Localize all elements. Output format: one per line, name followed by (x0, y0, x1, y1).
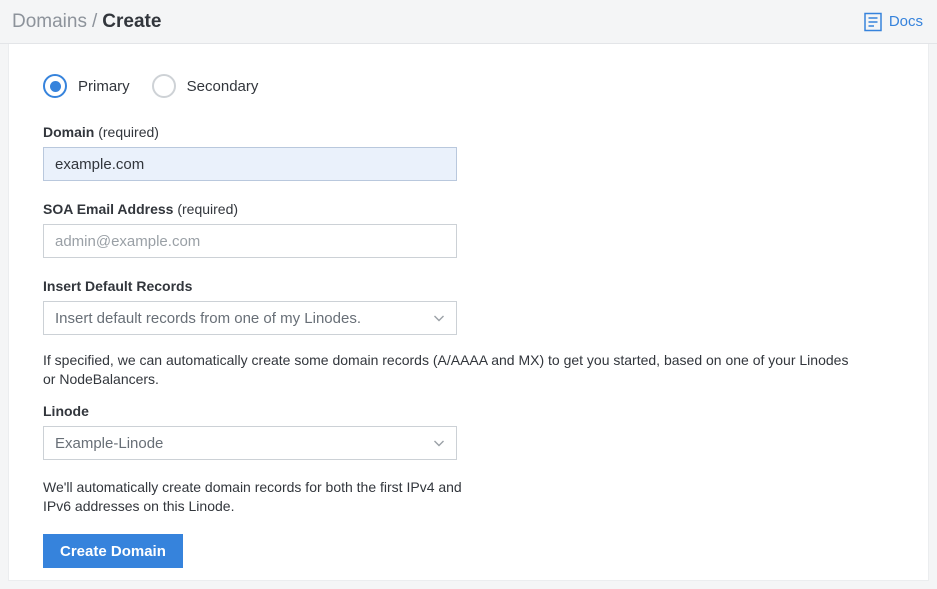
radio-primary-icon (43, 74, 67, 98)
soa-email-label (43, 201, 457, 217)
breadcrumb (12, 11, 161, 33)
radio-secondary-label: Secondary (186, 77, 259, 95)
insert-default-records-value: Insert default records from one of my Linodes. (55, 309, 361, 327)
soa-email-label-text: SOA Email Address (43, 201, 174, 217)
page-title: Create (102, 10, 162, 32)
domain-input[interactable] (43, 147, 457, 181)
radio-primary-label: Primary (78, 77, 130, 95)
radio-primary[interactable] (43, 74, 130, 98)
soa-email-input[interactable] (43, 224, 457, 258)
soa-email-field-group (43, 201, 457, 258)
docs-label: Docs (888, 13, 923, 30)
linode-field-group (43, 403, 457, 460)
insert-default-records-label: Insert Default Records (43, 278, 193, 294)
insert-default-records-field-group (43, 278, 457, 335)
domain-label (43, 124, 457, 140)
domain-label-text: Domain (43, 124, 95, 140)
docs-link[interactable] (864, 12, 923, 32)
page-header (0, 0, 937, 44)
breadcrumb-separator: / (91, 10, 98, 32)
create-domain-card (8, 44, 929, 581)
insert-default-records-select[interactable] (43, 301, 457, 335)
breadcrumb-link-domains[interactable]: Domains (12, 10, 87, 32)
domain-field-group (43, 124, 457, 181)
soa-email-required-text: (required) (177, 201, 239, 217)
domain-required-text: (required) (98, 124, 159, 140)
radio-secondary-icon (152, 74, 176, 98)
create-domain-button[interactable]: Create Domain (43, 534, 183, 568)
linode-select[interactable] (43, 426, 457, 460)
linode-value: Example-Linode (55, 434, 164, 452)
document-icon (864, 12, 882, 32)
linode-label: Linode (43, 403, 89, 419)
radio-secondary[interactable] (152, 74, 259, 98)
insert-default-records-helper-text: If specified, we can automatically create some domain records (A/AAAA and MX) to get you started, based on one of your Linodes or NodeBalancers. (43, 352, 849, 387)
domain-type-radio-group (43, 74, 894, 98)
linode-select-wrap (43, 426, 457, 460)
linode-helper-text: We'll automatically create domain records for both the first IPv4 and IPv6 addresses on this Linode. (43, 479, 462, 514)
insert-default-records-select-wrap (43, 301, 457, 335)
